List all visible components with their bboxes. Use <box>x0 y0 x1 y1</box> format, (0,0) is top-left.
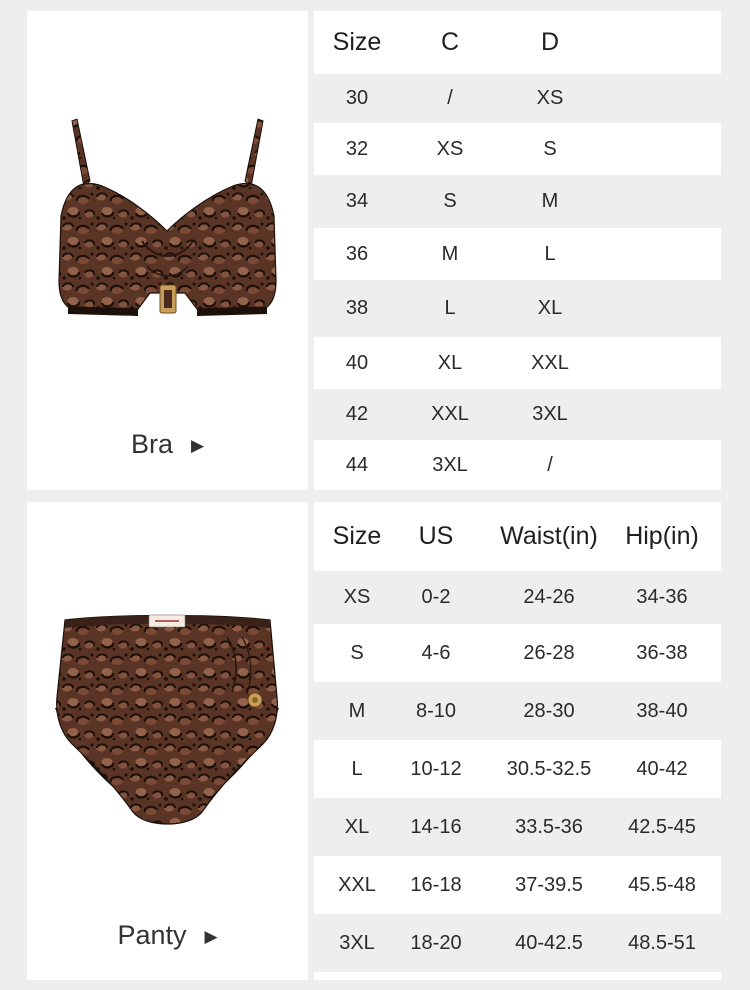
hip-range: 40-42 <box>636 757 688 780</box>
cup-d-size: S <box>543 137 557 160</box>
waist-range: 40-42.5 <box>515 931 583 954</box>
panty-size: M <box>348 699 366 722</box>
panty-size: S <box>350 641 364 664</box>
header-size: Size <box>332 28 382 56</box>
band-size: 40 <box>345 351 369 374</box>
cup-c-size: M <box>441 242 459 265</box>
us-size: 18-20 <box>410 931 462 954</box>
waist-range: 37-39.5 <box>515 873 583 896</box>
bra-image-panel <box>27 11 308 490</box>
table-row <box>314 798 721 856</box>
band-size: 36 <box>345 242 369 265</box>
hip-range: 45.5-48 <box>628 873 696 896</box>
cup-d-size: XL <box>537 297 563 319</box>
cup-c-size: XL <box>437 351 463 374</box>
bra-caption[interactable] <box>27 429 308 460</box>
cup-d-size: XXL <box>531 351 569 374</box>
band-size: 44 <box>345 453 369 476</box>
us-size: 4-6 <box>421 641 451 664</box>
cup-d-size: 3XL <box>532 403 568 425</box>
panty-caption[interactable] <box>27 920 308 951</box>
cup-d-size: XS <box>536 87 564 109</box>
header-cup-c: C <box>440 28 460 56</box>
hip-range: 48.5-51 <box>628 931 696 954</box>
us-size: 0-2 <box>421 586 451 608</box>
table-row <box>314 440 721 490</box>
table-row <box>314 571 721 624</box>
header-cup-d: D <box>540 28 560 56</box>
cup-d-size: M <box>541 190 559 212</box>
panty-size: XS <box>343 586 371 608</box>
cup-d-size: L <box>544 242 556 265</box>
play-arrow-icon: ▶ <box>190 436 205 455</box>
leopard-bra-photo <box>27 11 308 490</box>
header-hip: Hip(in) <box>625 522 699 550</box>
panty-size: XXL <box>338 873 376 896</box>
table-row <box>314 740 721 798</box>
panty-caption-label: Panty <box>117 920 187 950</box>
band-size: 42 <box>345 403 369 425</box>
cup-d-size: / <box>547 453 553 476</box>
cup-c-size: XS <box>436 137 464 160</box>
header-size: Size <box>332 522 382 550</box>
band-size: 34 <box>345 190 369 212</box>
table-row <box>314 74 721 123</box>
waist-range: 28-30 <box>523 699 575 722</box>
us-size: 16-18 <box>410 873 462 896</box>
hip-range: 34-36 <box>636 586 688 608</box>
table-row <box>314 228 721 280</box>
header-us: US <box>418 522 454 550</box>
cup-c-size: XXL <box>431 403 469 425</box>
header-waist: Waist(in) <box>500 522 598 550</box>
band-size: 32 <box>345 137 369 160</box>
table-row <box>314 175 721 228</box>
table-row <box>314 280 721 337</box>
table-row <box>314 624 721 682</box>
band-size: 38 <box>345 297 369 319</box>
table-row <box>314 337 721 389</box>
bra-caption-label: Bra <box>130 429 173 459</box>
panty-image-panel <box>27 502 308 980</box>
panty-size: XL <box>344 815 370 838</box>
waist-range: 33.5-36 <box>515 815 583 838</box>
us-size: 14-16 <box>410 815 462 838</box>
cup-c-size: / <box>447 87 453 109</box>
table-header-row <box>314 11 721 74</box>
cup-c-size: 3XL <box>432 453 468 476</box>
play-arrow-icon: ▶ <box>204 927 218 946</box>
leopard-panty-photo <box>27 502 308 980</box>
table-row <box>314 123 721 175</box>
table-row <box>314 389 721 440</box>
table-row <box>314 856 721 914</box>
cup-c-size: L <box>444 297 456 319</box>
band-size: 30 <box>345 87 369 109</box>
hip-range: 36-38 <box>636 641 688 664</box>
table-footer-strip <box>314 972 721 980</box>
hip-range: 42.5-45 <box>628 815 696 838</box>
waist-range: 30.5-32.5 <box>506 757 592 780</box>
panty-size: 3XL <box>339 931 375 954</box>
cup-c-size: S <box>443 190 457 212</box>
table-row <box>314 682 721 740</box>
us-size: 10-12 <box>410 757 462 780</box>
waist-range: 26-28 <box>523 641 575 664</box>
waist-range: 24-26 <box>523 586 575 608</box>
panty-size: L <box>351 757 363 780</box>
us-size: 8-10 <box>415 699 457 722</box>
hip-range: 38-40 <box>636 699 688 722</box>
table-row <box>314 914 721 972</box>
table-header-row <box>314 502 721 571</box>
